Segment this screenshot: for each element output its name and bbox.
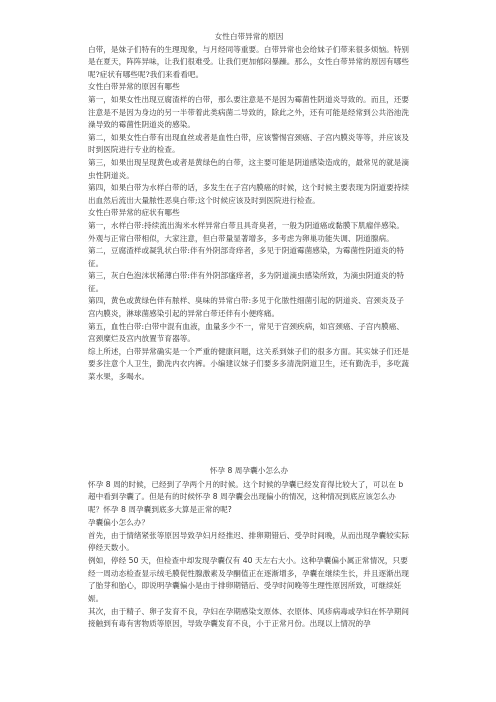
paragraph: 白带，是妹子们特有的生理现象，与月经同等重要。白带异常也会给妹子们带来很多烦恼。特别是在夏天，阵阵异味，让我们很难受。让我们更加郁闷暴躁。那么，女性白带异常的原因有哪些呢?症状有哪些呢?我们来看看吧。 [88,44,410,79]
paragraph: 第三，灰白色泡沫状稀薄白带:伴有外阴部瘙痒者，多为阴道滴虫感染所致，为滴虫阴道炎的特征。 [88,271,404,293]
article-title: 女性白带异常的原因 [214,32,284,41]
section-heading: 女性白带异常的原因有哪些 [88,82,180,92]
paragraph: 怀孕 8 周的时候，已经到了孕两个月的时候。这个时候的孕囊已经发育得比较大了，可以在 b 超中看到孕囊了。但是有的时候怀孕 8 周孕囊会出现偏小的情况，这种情况到底应该怎么办呢？怀孕 8 周孕囊到底多大算是正常的呢? [88,479,404,515]
paragraph: 综上所述，白带异常确实是一个严重的健康问题，这关系到妹子们的很多方面。其实妹子们还是要多注意个人卫生，勤洗内衣内裤。小编建议妹子们要多多清洗阴道卫生，还有勤洗手，多吃蔬菜水果，多喝水。 [88,346,410,382]
paragraph: 第二，豆腐渣样或凝乳状白带:伴有外阴部奇痒者，多见于阴道霉菌感染，为霉菌性阴道炎的特征。 [88,246,404,268]
article-white-discharge [88,31,410,384]
article-title: 怀孕 8 周孕囊小怎么办 [209,466,289,475]
paragraph: 第二，如果女性白带有出现血丝或者是血性白带，应该警惕宫颈癌、子宫内膜炎等等，并应该及时到医院进行专业的检查。 [88,132,410,155]
article-gestational-sac [88,465,410,631]
paragraph: 例如，停经 50 天，但检查中却发现孕囊仅有 40 天左右大小。这种孕囊偏小属正常情况，只要经一周动态检查显示绒毛膜促性腺激素及孕酮值正在逐渐增多，孕囊在继续生长，并且逐渐出现了胎芽和胎心，即说明孕囊偏小是由于排卵期错后、受孕时间晚等生理性原因所致，可继续妊娠。 [88,555,410,604]
paragraph: 第一，水样白带:持续流出淘米水样异常白带且具奇臭者，一般为阴道癌或黏膜下肌瘤伴感染。外观与正常白带相似，大家注意，但白带量显著增多，多考虑为卵巢功能失调、阴道腺病。 [88,220,404,243]
paragraph: 首先，由于情绪紧张等原因导致孕妇月经推迟、排卵期错后、受孕时间晚，从而出现孕囊较实际停经天数小。 [88,530,410,553]
paragraph: 第四，如果白带为水样白带的话，多发生在子宫内膜癌的时候，这个时候主要表现为阴道要持续出血然后流出大量脓性恶臭白带;这个时候应该及时到医院进行检查。 [88,183,410,205]
paragraph: 其次，由于精子、卵子发育不良，孕妇在孕期感染支原体、衣原体、风疹病毒或孕妇在怀孕期间接触到有毒有害物质等原因，导致孕囊发育不良，小于正常月份。出现以上情况的孕 [88,606,410,629]
paragraph: 第四，黄色或黄绿色伴有脓样、臭味的异常白带:多见于化脓性细菌引起的阴道炎、宫颈炎及子宫内膜炎，淋球菌感染引起的异常白带还伴有小便疼痛。 [88,296,404,319]
paragraph: 第三，如果出现呈现黄色或者是黄绿色的白带，这主要可能是阴道感染造成的，最常见的就是滴虫性阴道炎。 [88,157,410,180]
section-heading: 孕囊偏小怎么办？ [88,517,150,527]
section-heading: 女性白带异常的症状有哪些 [88,208,180,218]
paragraph: 第一，如果女性出现豆腐渣样的白带，那么要注意是不是因为霉菌性阴道炎导致的。而且，还要注意是不是因为身边的另一半带着此类病菌二导致的，除此之外，还有可能是经常到公共浴池洗澡导致的霉菌性阴道炎的感染。 [88,94,410,130]
paragraph: 第五，血性白带:白带中混有血液，血量多少不一，常见于宫颈疾病，如宫颈癌、子宫内膜癌、宫颈糜烂及宫内放置节育器等。 [88,321,404,344]
